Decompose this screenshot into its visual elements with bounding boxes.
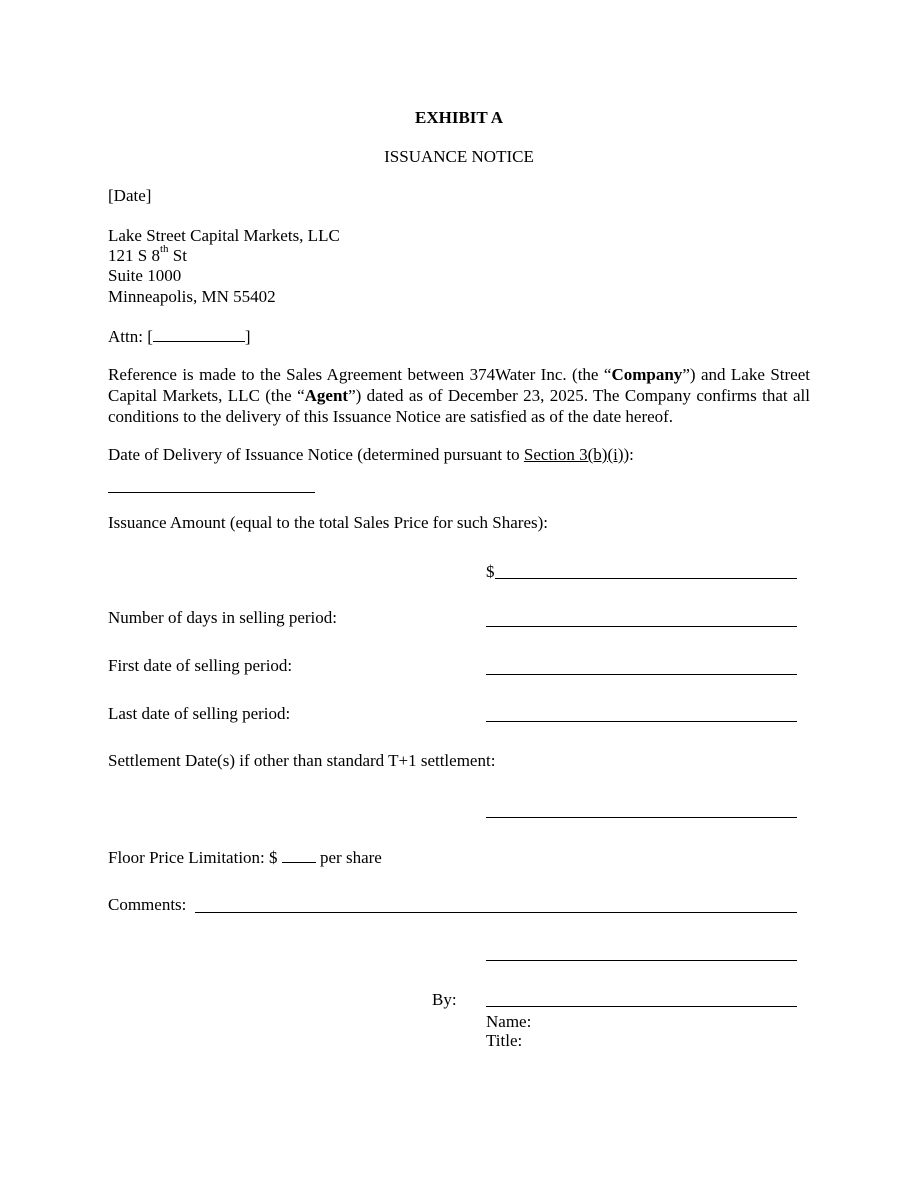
floor-price-line — [108, 847, 382, 868]
reference-text-1: Reference is made to the Sales Agreement between 374Water Inc. (the “ — [108, 365, 612, 384]
attn-blank[interactable] — [153, 326, 245, 342]
address-street — [108, 243, 187, 266]
first-date-label: First date of selling period: — [108, 656, 293, 675]
floor-price-label: Floor Price Limitation: $ — [108, 848, 282, 867]
delivery-date-blank[interactable] — [108, 492, 315, 493]
company-term: Company — [611, 365, 683, 384]
delivery-date-label — [108, 445, 634, 465]
reference-text-2: ”) and Lake Street Capital Markets, LLC (the “ — [108, 365, 810, 405]
attn-line — [108, 326, 251, 347]
section-reference: Section 3(b)(i) — [523, 445, 624, 464]
address-suite: Suite 1000 — [108, 266, 182, 285]
reference-text-3: ”) dated as of December 23, 2025. The Company confirms that all conditions to the delivery of this Issuance Notice are satisfied as of the date hereof. — [108, 386, 810, 426]
settlement-label: Settlement Date(s) if other than standard T+1 settlement: — [108, 751, 496, 770]
comments-blank[interactable] — [195, 912, 797, 913]
settlement-blank[interactable] — [486, 817, 797, 818]
attn-close: ] — [244, 327, 251, 346]
delivery-date-close: ): — [623, 445, 634, 464]
by-label: By: — [432, 990, 457, 1009]
attn-label: Attn: [ — [108, 327, 153, 346]
agent-term: Agent — [304, 386, 349, 405]
address-street-post: St — [168, 246, 187, 265]
days-selling-blank[interactable] — [486, 626, 797, 627]
floor-price-blank[interactable] — [282, 847, 316, 863]
date-placeholder: [Date] — [108, 186, 152, 205]
delivery-date-text: Date of Delivery of Issuance Notice (determined pursuant to — [108, 445, 524, 464]
reference-paragraph — [108, 364, 810, 427]
signature-blank[interactable] — [486, 1006, 797, 1007]
dollar-sign: $ — [486, 562, 495, 581]
address-street-pre: 121 S 8 — [108, 246, 160, 265]
notice-title: ISSUANCE NOTICE — [384, 147, 534, 166]
days-selling-label: Number of days in selling period: — [108, 608, 337, 627]
exhibit-title: EXHIBIT A — [414, 108, 504, 127]
last-date-label: Last date of selling period: — [108, 704, 291, 723]
address-city: Minneapolis, MN 55402 — [108, 287, 276, 306]
comments-blank-2[interactable] — [486, 960, 797, 961]
issuance-amount-blank[interactable] — [495, 578, 797, 579]
first-date-blank[interactable] — [486, 674, 797, 675]
comments-label: Comments: — [108, 895, 187, 914]
title-label: Title: — [486, 1031, 523, 1050]
issuance-amount-label: Issuance Amount (equal to the total Sales Price for such Shares): — [108, 513, 548, 532]
last-date-blank[interactable] — [486, 721, 797, 722]
address-street-sup: th — [159, 243, 169, 256]
floor-price-unit: per share — [315, 848, 382, 867]
name-label: Name: — [486, 1012, 532, 1031]
address-company: Lake Street Capital Markets, LLC — [108, 226, 340, 245]
